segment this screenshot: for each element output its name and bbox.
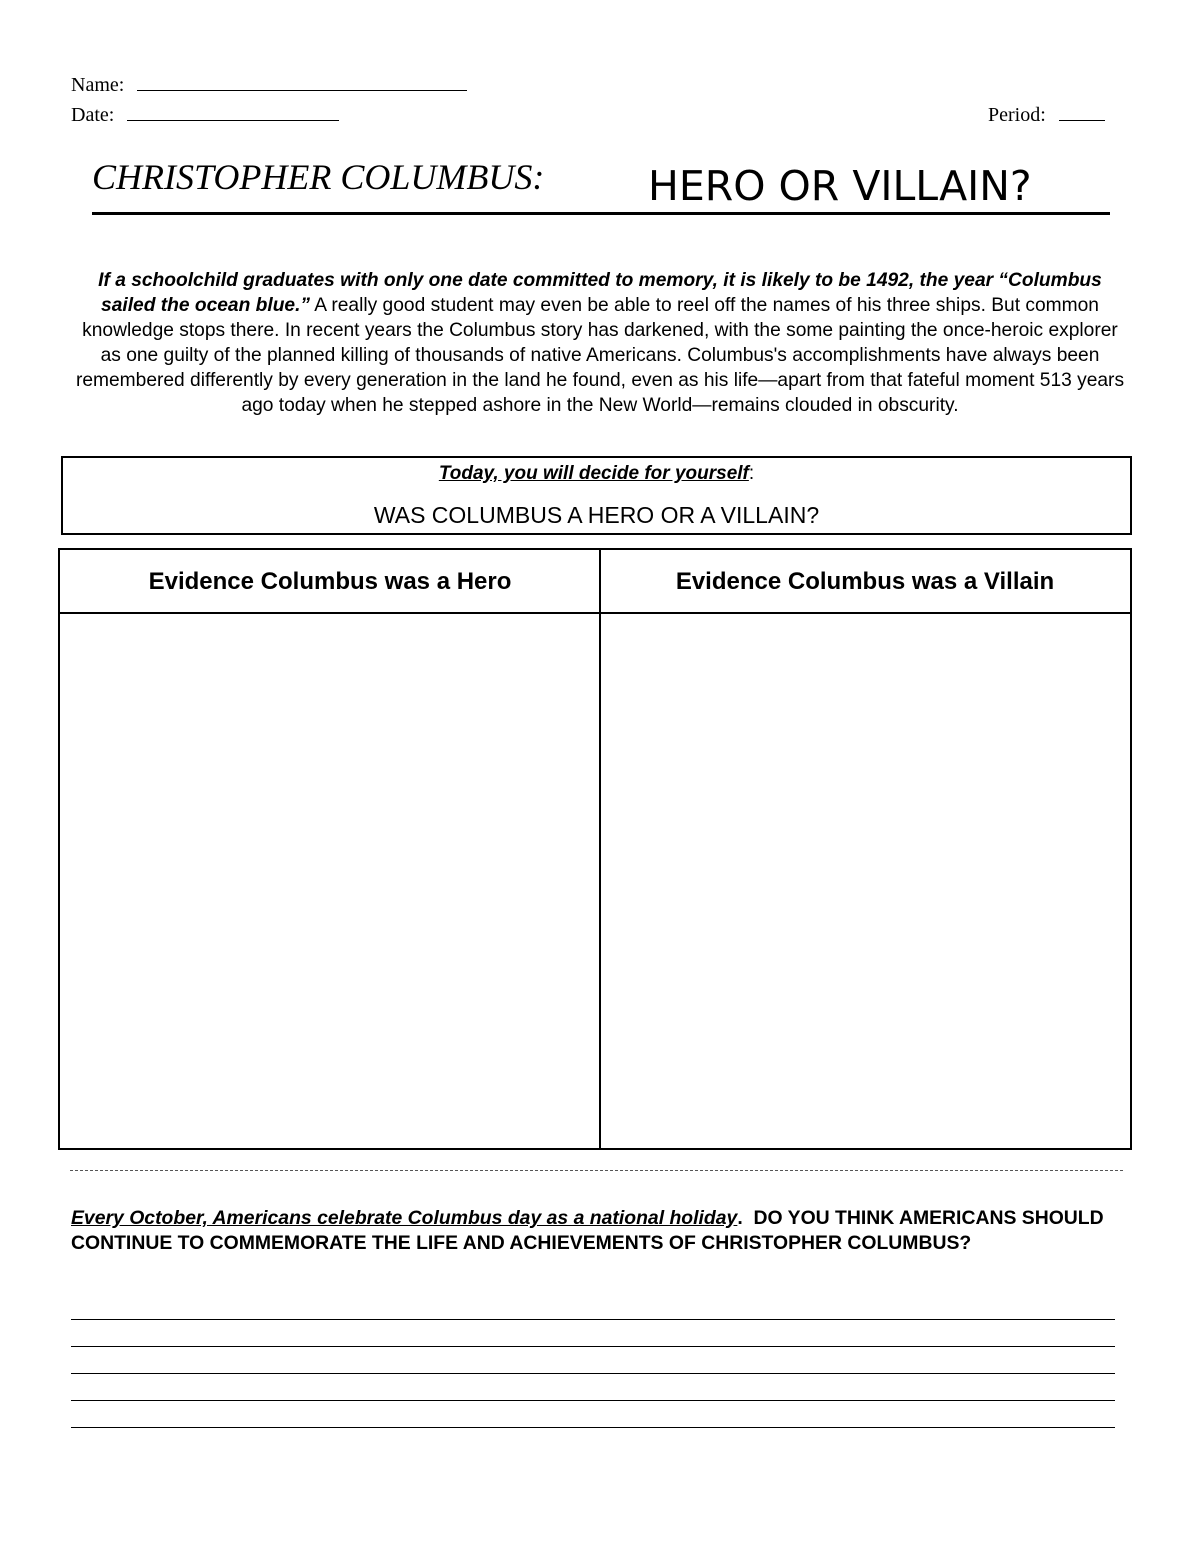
hero-evidence-cell[interactable] <box>60 614 598 1148</box>
page-title <box>92 150 1110 215</box>
title-part-1: CHRISTOPHER COLUMBUS: <box>92 157 545 197</box>
period-field[interactable] <box>1059 102 1105 121</box>
final-question-period: . <box>737 1207 743 1229</box>
villain-evidence-cell[interactable] <box>601 614 1130 1148</box>
answer-line[interactable] <box>71 1347 1115 1374</box>
date-label: Date: <box>71 104 115 126</box>
decide-question: WAS COLUMBUS A HERO OR A VILLAIN? <box>373 502 820 528</box>
final-question-text: DO YOU THINK AMERICANS SHOULD CONTINUE TO COMMEMORATE THE LIFE AND ACHIEVEMENTS OF CHRISTOPHER COLUMBUS? <box>71 1207 1110 1254</box>
final-question <box>71 1206 1131 1256</box>
name-label: Name: <box>71 74 125 96</box>
answer-line[interactable] <box>71 1320 1115 1347</box>
villain-column-header: Evidence Columbus was a Villain <box>675 568 1055 595</box>
decide-prompt: Today, you will decide for yourself <box>438 463 749 484</box>
intro-bold-italic: If a schoolchild graduates with only one date committed to memory, it is likely to be 1492, the year “Columbus sailed the ocean blue.” <box>98 270 1102 316</box>
answer-lines[interactable] <box>71 1318 1115 1428</box>
hero-column-header: Evidence Columbus was a Hero <box>148 568 512 595</box>
answer-line[interactable] <box>71 1401 1115 1428</box>
period-label: Period: <box>988 104 1046 126</box>
date-field[interactable] <box>127 102 339 121</box>
answer-line[interactable] <box>71 1374 1115 1401</box>
title-part-2: HERO OR VILLAIN? <box>648 162 1032 210</box>
intro-paragraph <box>70 268 1130 418</box>
decide-box <box>61 456 1132 535</box>
final-question-lead: Every October, Americans celebrate Columbus day as a national holiday <box>71 1207 738 1229</box>
date-line <box>71 102 339 127</box>
name-line <box>71 72 467 97</box>
name-field[interactable] <box>137 72 467 91</box>
intro-body: A really good student may even be able to reel off the names of his three ships. But common knowledge stops there. In recent years the Columbus story has darkened, with the some painting the once-heroic explorer as one guilty of the planned killing of thousands of native Americans. Columbus's accomplishments have always been remembered differently by every generation in the land he found, even as his life—apart from that fateful moment 513 years ago today when he stepped ashore in the New World—remains clouded in obscurity. <box>75 295 1125 416</box>
evidence-table <box>58 548 1132 1150</box>
decide-prompt-line <box>63 463 1130 485</box>
period-line <box>988 102 1105 127</box>
dashed-separator <box>70 1170 1123 1171</box>
decide-colon: : <box>748 463 755 484</box>
